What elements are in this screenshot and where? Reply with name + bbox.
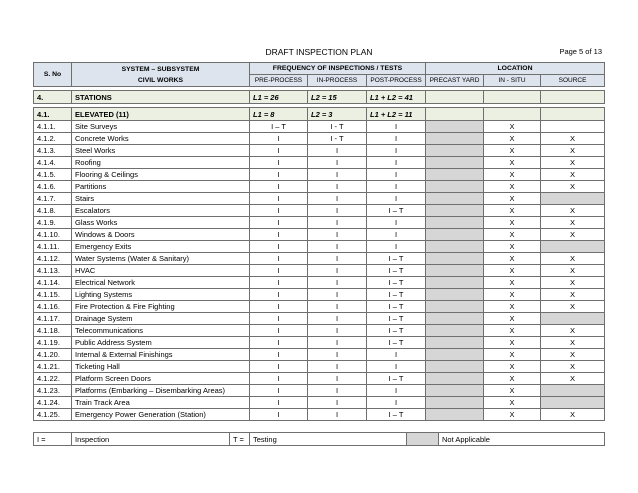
- row-post-process: I – T: [367, 265, 426, 277]
- row-number: 4.1.23.: [34, 385, 72, 397]
- row-post-process: I – T: [367, 277, 426, 289]
- row-pre-process: I: [250, 313, 308, 325]
- row-in-process: I: [308, 373, 367, 385]
- section-empty-source: [541, 91, 605, 104]
- legend-testing-value: Testing: [250, 433, 407, 446]
- row-pre-process: I: [250, 385, 308, 397]
- row-precast-yard: [426, 265, 484, 277]
- row-precast-yard: [426, 133, 484, 145]
- row-number: 4.1.12.: [34, 253, 72, 265]
- row-number: 4.1.17.: [34, 313, 72, 325]
- row-in-process: I - T: [308, 133, 367, 145]
- row-in-situ: X: [484, 313, 541, 325]
- section-number: 4.: [34, 91, 72, 104]
- col-header-system-line2: CIVIL WORKS: [137, 76, 184, 84]
- row-precast-yard: [426, 277, 484, 289]
- row-post-process: I: [367, 397, 426, 409]
- row-source: X: [541, 181, 605, 193]
- row-post-process: I: [367, 217, 426, 229]
- row-in-situ: X: [484, 289, 541, 301]
- row-precast-yard: [426, 157, 484, 169]
- row-system-name: Stairs: [72, 193, 250, 205]
- row-system-name: Electrical Network: [72, 277, 250, 289]
- row-post-process: I – T: [367, 313, 426, 325]
- row-source: X: [541, 145, 605, 157]
- col-header-location: LOCATION: [426, 63, 605, 75]
- row-post-process: I: [367, 241, 426, 253]
- row-precast-yard: [426, 385, 484, 397]
- row-source: X: [541, 157, 605, 169]
- row-precast-yard: [426, 181, 484, 193]
- col-header-frequency: FREQUENCY OF INSPECTIONS / TESTS: [250, 63, 426, 75]
- row-system-name: Water Systems (Water & Sanitary): [72, 253, 250, 265]
- row-in-process: I: [308, 169, 367, 181]
- row-number: 4.1.5.: [34, 169, 72, 181]
- row-precast-yard: [426, 313, 484, 325]
- row-precast-yard: [426, 253, 484, 265]
- row-precast-yard: [426, 241, 484, 253]
- row-in-situ: X: [484, 349, 541, 361]
- row-number: 4.1.14.: [34, 277, 72, 289]
- row-precast-yard: [426, 217, 484, 229]
- table-row: [34, 181, 605, 193]
- row-pre-process: I: [250, 181, 308, 193]
- table-row: [34, 229, 605, 241]
- subsection-number: 4.1.: [34, 108, 72, 121]
- row-system-name: Lighting Systems: [72, 289, 250, 301]
- inspection-plan-table: [33, 62, 605, 421]
- row-in-situ: X: [484, 265, 541, 277]
- legend-row: [34, 433, 605, 446]
- row-pre-process: I: [250, 133, 308, 145]
- row-in-process: I: [308, 181, 367, 193]
- row-system-name: Telecommunications: [72, 325, 250, 337]
- row-in-process: I: [308, 277, 367, 289]
- row-in-situ: X: [484, 157, 541, 169]
- row-pre-process: I: [250, 217, 308, 229]
- row-in-process: I: [308, 397, 367, 409]
- row-in-situ: X: [484, 169, 541, 181]
- subsection-row: [34, 108, 605, 121]
- table-row: [34, 313, 605, 325]
- row-in-situ: X: [484, 205, 541, 217]
- row-post-process: I: [367, 385, 426, 397]
- row-post-process: I – T: [367, 205, 426, 217]
- subheader-in-process: IN-PROCESS: [308, 75, 367, 87]
- subheader-in-situ: IN - SITU: [484, 75, 541, 87]
- legend-inspection-value: Inspection: [72, 433, 230, 446]
- row-in-situ: X: [484, 193, 541, 205]
- row-number: 4.1.2.: [34, 133, 72, 145]
- row-system-name: Partitions: [72, 181, 250, 193]
- row-precast-yard: [426, 301, 484, 313]
- row-source: X: [541, 373, 605, 385]
- subsection-l1: L1 = 8: [250, 108, 308, 121]
- col-header-sno: S. No: [34, 63, 72, 87]
- table-row: [34, 373, 605, 385]
- row-in-situ: X: [484, 277, 541, 289]
- row-in-situ: X: [484, 253, 541, 265]
- row-in-process: I: [308, 193, 367, 205]
- row-pre-process: I: [250, 361, 308, 373]
- row-system-name: Internal & External Finishings: [72, 349, 250, 361]
- row-pre-process: I: [250, 265, 308, 277]
- row-post-process: I – T: [367, 289, 426, 301]
- row-in-situ: X: [484, 373, 541, 385]
- row-pre-process: I: [250, 169, 308, 181]
- row-pre-process: I: [250, 145, 308, 157]
- row-pre-process: I: [250, 409, 308, 421]
- row-number: 4.1.24.: [34, 397, 72, 409]
- row-in-process: I: [308, 217, 367, 229]
- row-post-process: I – T: [367, 373, 426, 385]
- table-row: [34, 217, 605, 229]
- row-number: 4.1.13.: [34, 265, 72, 277]
- row-system-name: Glass Works: [72, 217, 250, 229]
- section-l1: L1 = 26: [250, 91, 308, 104]
- section-l2: L2 = 15: [308, 91, 367, 104]
- row-in-process: I: [308, 289, 367, 301]
- subsection-l2: L2 = 3: [308, 108, 367, 121]
- table-row: [34, 121, 605, 133]
- row-number: 4.1.8.: [34, 205, 72, 217]
- row-post-process: I – T: [367, 253, 426, 265]
- subheader-pre-process: PRE-PROCESS: [250, 75, 308, 87]
- row-system-name: Flooring & Ceilings: [72, 169, 250, 181]
- row-in-situ: X: [484, 361, 541, 373]
- row-post-process: I: [367, 133, 426, 145]
- row-source: X: [541, 229, 605, 241]
- section-sum: L1 + L2 = 41: [367, 91, 426, 104]
- table-row: [34, 325, 605, 337]
- table-row: [34, 277, 605, 289]
- row-system-name: Roofing: [72, 157, 250, 169]
- row-in-situ: X: [484, 385, 541, 397]
- subheader-source: SOURCE: [541, 75, 605, 87]
- row-precast-yard: [426, 325, 484, 337]
- row-number: 4.1.21.: [34, 361, 72, 373]
- row-system-name: Emergency Exits: [72, 241, 250, 253]
- row-number: 4.1.22.: [34, 373, 72, 385]
- table-row: [34, 265, 605, 277]
- section-empty-insitu: [484, 91, 541, 104]
- row-in-process: I: [308, 145, 367, 157]
- table-row: [34, 169, 605, 181]
- row-number: 4.1.3.: [34, 145, 72, 157]
- row-source: [541, 397, 605, 409]
- row-pre-process: I – T: [250, 121, 308, 133]
- table-row: [34, 385, 605, 397]
- row-source: [541, 313, 605, 325]
- table-row: [34, 397, 605, 409]
- page-title: DRAFT INSPECTION PLAN: [265, 47, 373, 57]
- row-pre-process: I: [250, 253, 308, 265]
- row-precast-yard: [426, 169, 484, 181]
- row-system-name: Train Track Area: [72, 397, 250, 409]
- row-pre-process: I: [250, 325, 308, 337]
- row-post-process: I: [367, 181, 426, 193]
- row-source: X: [541, 217, 605, 229]
- row-system-name: Platforms (Embarking – Disembarking Areas): [72, 385, 250, 397]
- row-precast-yard: [426, 193, 484, 205]
- row-number: 4.1.15.: [34, 289, 72, 301]
- row-in-process: I - T: [308, 121, 367, 133]
- row-source: X: [541, 265, 605, 277]
- row-source: X: [541, 169, 605, 181]
- row-in-process: I: [308, 409, 367, 421]
- row-precast-yard: [426, 289, 484, 301]
- row-in-process: I: [308, 337, 367, 349]
- row-in-situ: X: [484, 325, 541, 337]
- row-system-name: Windows & Doors: [72, 229, 250, 241]
- row-in-process: I: [308, 313, 367, 325]
- row-precast-yard: [426, 373, 484, 385]
- row-source: [541, 121, 605, 133]
- row-in-process: I: [308, 265, 367, 277]
- row-source: X: [541, 325, 605, 337]
- section-name: STATIONS: [72, 91, 250, 104]
- table-row: [34, 205, 605, 217]
- row-number: 4.1.20.: [34, 349, 72, 361]
- row-number: 4.1.16.: [34, 301, 72, 313]
- row-source: X: [541, 289, 605, 301]
- table-row: [34, 145, 605, 157]
- row-pre-process: I: [250, 373, 308, 385]
- row-system-name: HVAC: [72, 265, 250, 277]
- row-in-situ: X: [484, 181, 541, 193]
- row-precast-yard: [426, 397, 484, 409]
- row-post-process: I – T: [367, 301, 426, 313]
- row-post-process: I: [367, 229, 426, 241]
- row-number: 4.1.4.: [34, 157, 72, 169]
- row-system-name: Escalators: [72, 205, 250, 217]
- subheader-precast-yard: PRECAST YARD: [426, 75, 484, 87]
- row-pre-process: I: [250, 157, 308, 169]
- row-in-situ: X: [484, 229, 541, 241]
- row-precast-yard: [426, 145, 484, 157]
- row-system-name: Concrete Works: [72, 133, 250, 145]
- row-precast-yard: [426, 121, 484, 133]
- section-empty-precast: [426, 91, 484, 104]
- row-source: X: [541, 409, 605, 421]
- row-number: 4.1.18.: [34, 325, 72, 337]
- row-post-process: I: [367, 169, 426, 181]
- row-post-process: I – T: [367, 337, 426, 349]
- row-in-process: I: [308, 301, 367, 313]
- subsection-name: ELEVATED (11): [72, 108, 250, 121]
- row-in-situ: X: [484, 241, 541, 253]
- row-pre-process: I: [250, 193, 308, 205]
- row-pre-process: I: [250, 301, 308, 313]
- col-header-system-line1: SYSTEM – SUBSYSTEM: [121, 65, 200, 73]
- table-row: [34, 253, 605, 265]
- row-precast-yard: [426, 229, 484, 241]
- row-in-situ: X: [484, 337, 541, 349]
- row-system-name: Ticketing Hall: [72, 361, 250, 373]
- legend-inspection-key: I =: [34, 433, 72, 446]
- row-in-situ: X: [484, 409, 541, 421]
- row-number: 4.1.19.: [34, 337, 72, 349]
- table-row: [34, 301, 605, 313]
- row-system-name: Site Surveys: [72, 121, 250, 133]
- table-row: [34, 193, 605, 205]
- row-pre-process: I: [250, 349, 308, 361]
- legend-testing-key: T =: [230, 433, 250, 446]
- row-source: X: [541, 349, 605, 361]
- row-source: [541, 385, 605, 397]
- row-number: 4.1.11.: [34, 241, 72, 253]
- row-in-situ: X: [484, 133, 541, 145]
- row-system-name: Drainage System: [72, 313, 250, 325]
- row-in-situ: X: [484, 397, 541, 409]
- legend-table: [33, 432, 605, 446]
- row-system-name: Steel Works: [72, 145, 250, 157]
- row-pre-process: I: [250, 241, 308, 253]
- legend-not-applicable-swatch: [407, 433, 439, 446]
- row-in-process: I: [308, 349, 367, 361]
- table-row: [34, 241, 605, 253]
- row-pre-process: I: [250, 277, 308, 289]
- row-pre-process: I: [250, 205, 308, 217]
- row-post-process: I: [367, 121, 426, 133]
- row-number: 4.1.7.: [34, 193, 72, 205]
- row-pre-process: I: [250, 337, 308, 349]
- row-source: [541, 193, 605, 205]
- table-row: [34, 409, 605, 421]
- section-row: [34, 91, 605, 104]
- row-in-process: I: [308, 325, 367, 337]
- row-source: X: [541, 133, 605, 145]
- table-row: [34, 133, 605, 145]
- row-post-process: I: [367, 145, 426, 157]
- row-in-process: I: [308, 157, 367, 169]
- row-post-process: I: [367, 157, 426, 169]
- row-precast-yard: [426, 361, 484, 373]
- row-in-situ: X: [484, 145, 541, 157]
- table-row: [34, 349, 605, 361]
- row-pre-process: I: [250, 229, 308, 241]
- subsection-empty-source: [541, 108, 605, 121]
- row-number: 4.1.1.: [34, 121, 72, 133]
- table-header-row: [34, 63, 605, 75]
- subsection-empty-insitu: [484, 108, 541, 121]
- row-system-name: Public Address System: [72, 337, 250, 349]
- row-pre-process: I: [250, 289, 308, 301]
- row-source: X: [541, 205, 605, 217]
- row-post-process: I: [367, 193, 426, 205]
- page-number: Page 5 of 13: [559, 47, 602, 56]
- row-in-situ: X: [484, 121, 541, 133]
- row-source: X: [541, 337, 605, 349]
- row-pre-process: I: [250, 397, 308, 409]
- subheader-post-process: POST-PROCESS: [367, 75, 426, 87]
- subsection-empty-precast: [426, 108, 484, 121]
- row-precast-yard: [426, 409, 484, 421]
- row-post-process: I: [367, 361, 426, 373]
- row-source: [541, 241, 605, 253]
- table-row: [34, 157, 605, 169]
- row-in-process: I: [308, 361, 367, 373]
- row-source: X: [541, 253, 605, 265]
- row-in-situ: X: [484, 217, 541, 229]
- row-source: X: [541, 361, 605, 373]
- subsection-sum: L1 + L2 = 11: [367, 108, 426, 121]
- row-in-process: I: [308, 385, 367, 397]
- row-source: X: [541, 277, 605, 289]
- table-row: [34, 337, 605, 349]
- row-number: 4.1.25.: [34, 409, 72, 421]
- row-number: 4.1.9.: [34, 217, 72, 229]
- row-in-situ: X: [484, 301, 541, 313]
- row-post-process: I – T: [367, 409, 426, 421]
- row-precast-yard: [426, 205, 484, 217]
- row-in-process: I: [308, 205, 367, 217]
- row-post-process: I: [367, 349, 426, 361]
- row-precast-yard: [426, 337, 484, 349]
- row-source: X: [541, 301, 605, 313]
- row-precast-yard: [426, 349, 484, 361]
- legend-not-applicable-label: Not Applicable: [439, 433, 605, 446]
- row-number: 4.1.10.: [34, 229, 72, 241]
- table-row: [34, 361, 605, 373]
- row-system-name: Emergency Power Generation (Station): [72, 409, 250, 421]
- row-system-name: Platform Screen Doors: [72, 373, 250, 385]
- row-in-process: I: [308, 229, 367, 241]
- row-in-process: I: [308, 241, 367, 253]
- row-system-name: Fire Protection & Fire Fighting: [72, 301, 250, 313]
- table-row: [34, 289, 605, 301]
- row-number: 4.1.6.: [34, 181, 72, 193]
- row-in-process: I: [308, 253, 367, 265]
- col-header-system: [72, 63, 250, 87]
- row-post-process: I – T: [367, 325, 426, 337]
